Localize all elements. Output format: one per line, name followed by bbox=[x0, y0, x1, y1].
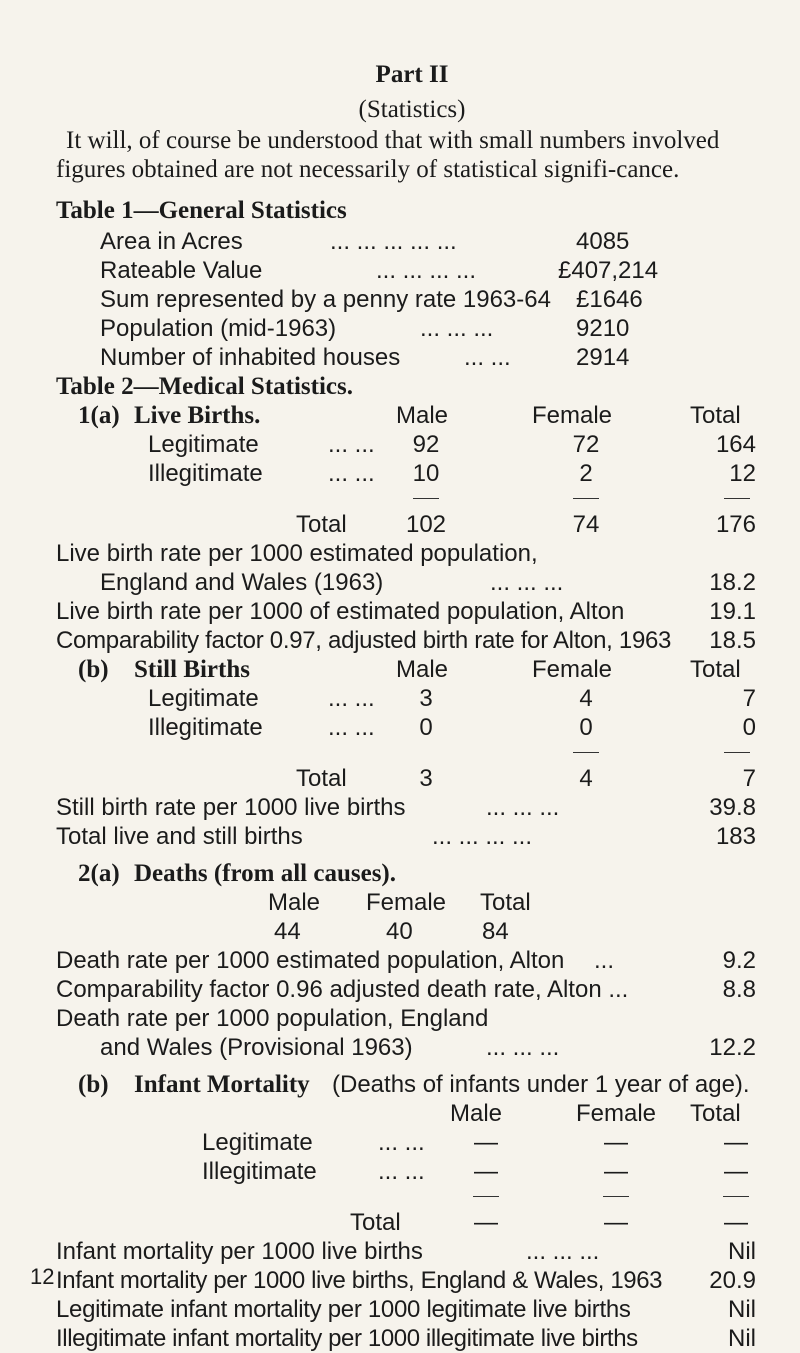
row-label: Population (mid-1963) bbox=[100, 315, 337, 342]
rate-line bbox=[56, 626, 768, 655]
part-subtitle: (Statistics) bbox=[358, 96, 466, 123]
rate-dots: ... ... ... bbox=[486, 1034, 560, 1061]
table-row bbox=[56, 713, 768, 742]
rule-total bbox=[724, 752, 750, 753]
rule-female bbox=[603, 1196, 629, 1197]
rate-value: 183 bbox=[715, 823, 756, 850]
total-female: 4 bbox=[579, 765, 593, 792]
cell-male: 3 bbox=[419, 685, 433, 712]
cell-female: 2 bbox=[579, 460, 593, 487]
value-female: 40 bbox=[386, 918, 413, 945]
row-value: £1646 bbox=[576, 286, 643, 313]
col-female: Female bbox=[576, 1100, 657, 1127]
rate-value: 12.2 bbox=[709, 1034, 756, 1061]
row-label: Legitimate bbox=[148, 685, 259, 712]
rate-dots: ... ... ... bbox=[526, 1238, 600, 1265]
rate-value: 18.5 bbox=[709, 627, 756, 654]
total-total: 176 bbox=[715, 511, 756, 538]
rate-label: Infant mortality per 1000 live births bbox=[56, 1238, 423, 1265]
col-total: Total bbox=[690, 656, 741, 683]
table1-title: Table 1—General Statistics bbox=[56, 197, 347, 224]
cell-female: 4 bbox=[579, 685, 593, 712]
rate-line bbox=[56, 946, 768, 975]
row-label: Legitimate bbox=[202, 1129, 313, 1156]
section-number: (b) bbox=[78, 656, 109, 683]
cell-female: 72 bbox=[572, 431, 600, 458]
total-female: 74 bbox=[572, 511, 600, 538]
rule-total bbox=[723, 1196, 749, 1197]
row-dots: ... ... ... ... bbox=[376, 257, 477, 284]
table1-row bbox=[100, 343, 768, 372]
cell-female: — bbox=[604, 1129, 628, 1156]
table1-row bbox=[100, 285, 768, 314]
cell-female: 0 bbox=[579, 714, 593, 741]
cell-male: — bbox=[474, 1129, 498, 1156]
rate-label: Still birth rate per 1000 live births bbox=[56, 794, 406, 821]
rate-value: Nil bbox=[728, 1296, 756, 1323]
row-value: 9210 bbox=[576, 315, 630, 342]
col-male: Male bbox=[396, 402, 449, 429]
col-female: Female bbox=[366, 889, 447, 916]
total-label: Total bbox=[350, 1209, 401, 1236]
row-dots: ... ... bbox=[328, 431, 375, 458]
rate-value: Nil bbox=[728, 1325, 756, 1352]
rate-label: Total live and still births bbox=[56, 823, 303, 850]
cell-male: — bbox=[474, 1158, 498, 1185]
rate-line bbox=[56, 539, 768, 568]
section-heading: Infant Mortality bbox=[134, 1071, 310, 1098]
infant-header bbox=[56, 1070, 768, 1099]
table1-rows bbox=[100, 227, 768, 372]
sum-rule bbox=[56, 1186, 768, 1208]
row-dots: ... ... ... bbox=[420, 315, 494, 342]
rule-female bbox=[573, 752, 599, 753]
rate-value: 9.2 bbox=[722, 947, 756, 974]
rate-label: Comparability factor 0.97, adjusted birth rate for Alton, 1963 bbox=[56, 627, 672, 654]
still-births-header bbox=[56, 655, 768, 684]
rule-male bbox=[413, 498, 439, 499]
rate-dots: ... ... ... ... bbox=[432, 823, 533, 850]
section-number: 1(a) bbox=[78, 402, 120, 429]
col-female: Female bbox=[532, 656, 613, 683]
infant-columns bbox=[56, 1099, 768, 1128]
rate-value: Nil bbox=[728, 1238, 756, 1265]
rate-label: Comparability factor 0.96 adjusted death rate, Alton ... bbox=[56, 976, 629, 1003]
rate-label: Legitimate infant mortality per 1000 legitimate live births bbox=[56, 1296, 631, 1323]
row-label: Rateable Value bbox=[100, 257, 263, 284]
section-number: (b) bbox=[78, 1071, 109, 1098]
row-value: 4085 bbox=[576, 228, 630, 255]
table1-row bbox=[100, 314, 768, 343]
row-dots: ... ... bbox=[328, 714, 375, 741]
rate-line bbox=[56, 1004, 768, 1033]
rate-label: Live birth rate per 1000 estimated population, bbox=[56, 540, 538, 567]
table-row bbox=[56, 459, 768, 488]
rate-label: Infant mortality per 1000 live births, England & Wales, 1963 bbox=[56, 1267, 663, 1294]
row-dots: ... ... bbox=[464, 344, 511, 371]
row-label: Sum represented by a penny rate 1963-64 bbox=[100, 286, 551, 313]
section-number: 2(a) bbox=[78, 860, 120, 887]
total-label: Total bbox=[296, 765, 347, 792]
row-label: Number of inhabited houses bbox=[100, 344, 401, 371]
row-value: 2914 bbox=[576, 344, 630, 371]
section-heading: Deaths (from all causes). bbox=[134, 860, 396, 887]
row-label: Area in Acres bbox=[100, 228, 243, 255]
rate-value: 18.2 bbox=[709, 569, 756, 596]
row-label: Illegitimate bbox=[202, 1158, 317, 1185]
col-total: Total bbox=[480, 889, 531, 916]
rate-value: 20.9 bbox=[709, 1267, 756, 1294]
rate-value: 39.8 bbox=[709, 794, 756, 821]
row-dots: ... ... bbox=[328, 685, 375, 712]
section-heading-rest: (Deaths of infants under 1 year of age). bbox=[332, 1071, 750, 1098]
cell-total: 7 bbox=[742, 685, 756, 712]
rate-line bbox=[56, 597, 768, 626]
cell-male: 0 bbox=[419, 714, 433, 741]
table1-row bbox=[100, 256, 768, 285]
rate-line bbox=[56, 568, 768, 597]
table-row bbox=[56, 684, 768, 713]
rate-line bbox=[56, 1295, 768, 1324]
rate-line bbox=[56, 822, 768, 851]
total-male: — bbox=[474, 1209, 498, 1236]
rate-line bbox=[56, 1033, 768, 1062]
row-label: Illegitimate bbox=[148, 714, 263, 741]
section-heading: Still Births bbox=[134, 656, 250, 683]
rate-label: Death rate per 1000 population, England bbox=[56, 1005, 489, 1032]
total-male: 102 bbox=[405, 511, 447, 538]
row-dots: ... ... bbox=[378, 1158, 425, 1185]
row-dots: ... ... bbox=[328, 460, 375, 487]
section-heading: Live Births. bbox=[134, 402, 261, 429]
row-dots: ... ... bbox=[378, 1129, 425, 1156]
deaths-header bbox=[56, 859, 768, 888]
col-male: Male bbox=[396, 656, 449, 683]
rate-dots: ... ... ... bbox=[490, 569, 564, 596]
col-total: Total bbox=[690, 402, 741, 429]
sum-rule bbox=[56, 742, 768, 764]
table-row bbox=[56, 1157, 768, 1186]
rate-label: Live birth rate per 1000 of estimated population, Alton bbox=[56, 598, 625, 625]
deaths-values bbox=[56, 917, 768, 946]
col-male: Male bbox=[268, 889, 321, 916]
part-title: Part II bbox=[375, 61, 449, 88]
cell-total: — bbox=[724, 1129, 748, 1156]
col-male: Male bbox=[450, 1100, 503, 1127]
page-number: 12 bbox=[30, 1264, 55, 1289]
rate-line bbox=[56, 1324, 768, 1353]
deaths-columns bbox=[56, 888, 768, 917]
rate-line bbox=[56, 975, 768, 1004]
rate-line bbox=[56, 1266, 768, 1295]
col-total: Total bbox=[690, 1100, 741, 1127]
table-row bbox=[56, 1128, 768, 1157]
rule-total bbox=[724, 498, 750, 499]
rate-value: 8.8 bbox=[722, 976, 756, 1003]
total-row bbox=[56, 1208, 768, 1237]
rate-label: Illegitimate infant mortality per 1000 illegitimate live births bbox=[56, 1325, 638, 1352]
cell-total: — bbox=[724, 1158, 748, 1185]
total-female: — bbox=[604, 1209, 628, 1236]
cell-total: 164 bbox=[715, 431, 756, 458]
cell-total: 12 bbox=[729, 460, 756, 487]
cell-total: 0 bbox=[742, 714, 756, 741]
cell-male: 92 bbox=[412, 431, 440, 458]
rate-value: 19.1 bbox=[709, 598, 756, 625]
row-label: Legitimate bbox=[148, 431, 259, 458]
row-label: Illegitimate bbox=[148, 460, 263, 487]
rule-male bbox=[473, 1196, 499, 1197]
cell-female: — bbox=[604, 1158, 628, 1185]
row-value: £407,214 bbox=[558, 257, 659, 284]
rate-line bbox=[56, 793, 768, 822]
rate-dots: ... ... ... bbox=[486, 794, 560, 821]
rate-line bbox=[56, 1237, 768, 1266]
table1-row bbox=[100, 227, 768, 256]
rate-label: Death rate per 1000 estimated population, Alton bbox=[56, 947, 565, 974]
total-row bbox=[56, 764, 768, 793]
table-row bbox=[56, 430, 768, 459]
sum-rule bbox=[56, 488, 768, 510]
total-total: — bbox=[724, 1209, 748, 1236]
value-total: 84 bbox=[482, 918, 509, 945]
rate-label: England and Wales (1963) bbox=[100, 569, 384, 596]
total-male: 3 bbox=[419, 765, 433, 792]
cell-male: 10 bbox=[412, 460, 440, 487]
total-label: Total bbox=[296, 511, 347, 538]
value-male: 44 bbox=[274, 918, 301, 945]
intro-paragraph: It will, of course be understood that with small numbers involved figures obtained are not necessarily of statistical signifi-cance. bbox=[56, 127, 720, 183]
total-row bbox=[56, 510, 768, 539]
total-total: 7 bbox=[742, 765, 756, 792]
document-page bbox=[56, 60, 768, 1353]
table2-title: Table 2—Medical Statistics. bbox=[56, 373, 353, 400]
rule-female bbox=[573, 498, 599, 499]
col-female: Female bbox=[532, 402, 613, 429]
rate-label: and Wales (Provisional 1963) bbox=[100, 1034, 413, 1061]
rate-dots: ... bbox=[594, 947, 615, 974]
row-dots: ... ... ... ... ... bbox=[330, 228, 457, 255]
live-births-header bbox=[56, 401, 768, 430]
